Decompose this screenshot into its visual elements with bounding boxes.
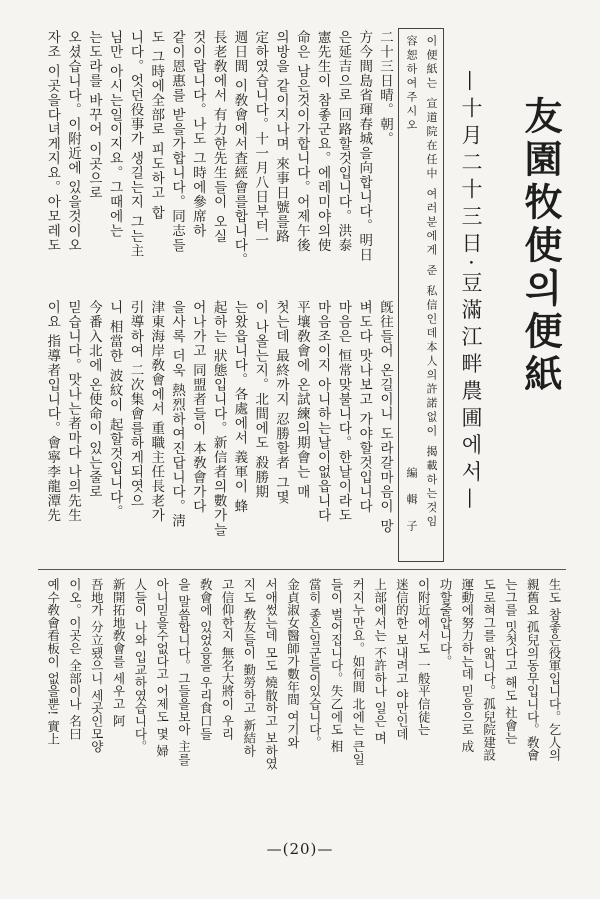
text-column: 이요 指導者입니다。會寧李龍潭先 <box>44 300 61 523</box>
text-column: 長老敎에서 有力한先生들이 오실 <box>210 30 227 244</box>
text-column: 예수敎會看板이 없을뿐! 實上 <box>45 578 61 746</box>
editor-note-box <box>398 28 444 562</box>
text-column: 자조 이곳을다녀게지요。아모레도 <box>44 30 61 253</box>
article-subtitle: —十月二十三日·豆滿江畔農圃에서— <box>459 70 483 515</box>
text-column: 지도 敎友들이 勤勞하고 新結하 <box>241 578 257 758</box>
text-column: 引導하여 二次集會를하게되엿으 <box>127 300 144 509</box>
text-column: 上部에서는 不許하나 일은 며 <box>372 578 388 745</box>
text-column: 커지누만요。如何間 北에는 큰일 <box>350 578 366 766</box>
text-column: 平壤敎會에 온試練의期會는 매 <box>293 300 310 500</box>
text-column: 功할줄압니다。 <box>438 578 454 668</box>
text-column: 二十三日晴。朝。 <box>377 30 393 146</box>
text-column: 고信仰한지 無名大將이 우리 <box>220 578 236 741</box>
text-column: 을 말씀합니다。그들을보아 主를 <box>176 578 192 766</box>
text-column: 定하였습니다。十一月八日부터一 <box>252 30 269 248</box>
text-column: 아니믿을수없다고 어제도 몇 婦 <box>154 578 170 758</box>
text-column: 벼도다 맛나보고 가야할것입니다 <box>356 300 373 514</box>
text-column: 들이 벌어집니다。失乙에도 相 <box>329 578 345 753</box>
text-column: 첫는데 最終까지 忍勝할者 그몇 <box>273 300 290 505</box>
text-column: 吾地가 分立됐으니 세곳인모양 <box>89 578 105 753</box>
text-column: 週日間 이敎會에서査經會를합니다。 <box>231 30 248 268</box>
text-column: 는도라를 바꾸어 이곳으로 <box>85 30 102 201</box>
text-column: 는그를 밋첫다고 해도 社會는 <box>503 578 519 745</box>
text-column: 旣往들어 온길이니 도라갈마음이 망 <box>377 300 393 534</box>
text-column: 運動에努力하는데 믿음으로 成 <box>459 578 475 753</box>
text-column: 의방을 같이지나며 來事日號를路 <box>273 30 290 244</box>
text-column: 도로혀그를 앎니다。孤兒院建設 <box>481 578 497 762</box>
text-column: 迷信的한 보내려고 야만인데 <box>394 578 410 741</box>
text-column: 新開拓地敎會를 세우고 阿 <box>111 578 127 728</box>
text-column: 憲先生이 참좋군요。에레미야의使 <box>314 30 331 253</box>
text-column: 것이랍니다。나도 그時에參席하 <box>189 30 206 239</box>
text-column: 金貞淑女醫師가數年間 여기와 <box>285 578 301 749</box>
text-column: 方今間島省琿春城을向합니다。明日 <box>356 30 373 262</box>
text-column: 믿습니다。맛나는者마다 나의先生 <box>65 300 82 523</box>
text-column: 을사록 더욱 熱烈하여진답니다。淸 <box>169 300 186 529</box>
text-column: 님만 아시는일이지요。그때에는 <box>106 30 123 239</box>
text-column: 親舊요 孤兒의동무입니다。敎會 <box>525 578 541 762</box>
editor-note-line: 이便紙는 宣道院在任中 여러분에게 준 私信인데本人의許諾없이 揭載하는것임 <box>425 35 438 530</box>
text-column: 는왔읍니다。各處에서 義軍이 蜂 <box>231 300 248 514</box>
text-column: 命은 남은것이가합니다。어제午後 <box>293 30 310 253</box>
section-divider <box>38 569 566 570</box>
text-column: 니 相當한 波紋이 起할것입니다。 <box>106 300 123 519</box>
text-column: 어나가고 同盟者들이 本敎會가다 <box>189 300 206 514</box>
article-title: 友園牧使의便紙 <box>518 96 563 397</box>
text-column: 이附近에서도 一般平信徒는 <box>416 578 432 736</box>
editor-note-line: 容恕하여주시오 <box>405 35 418 133</box>
text-column: 津東海岸敎會에서 重職主任長老가 <box>148 300 165 523</box>
text-column: 今番入北에 온使命이 있는줄로 <box>85 300 102 500</box>
text-column: 마음은 恒常맞불니다。한날이라도 <box>335 300 352 523</box>
text-column: 이오。이곳은 全部이나 名曰 <box>67 578 83 741</box>
text-column: 니다。엇던役事가 생길는지 그는主 <box>127 30 144 259</box>
text-column: 當히 좋은일군들이있습니다。 <box>307 578 323 749</box>
text-column: 이 나올는지。北間에도 殺勝期 <box>252 300 269 500</box>
text-column: 같이恩惠를 받을가합니다。同志들 <box>169 30 186 253</box>
page-number: —(20)— <box>266 840 334 858</box>
body-bottom-tier <box>40 578 565 793</box>
body-upper-tier <box>40 30 395 292</box>
text-column: 은延吉으로 回路할것입니다。洪泰 <box>335 30 352 253</box>
editor-signature: 編 輯 子 <box>405 467 418 537</box>
text-column: 서애썼는데 모도 燒散하고 보하였 <box>263 578 279 771</box>
text-column: 오셨습니다。이附近에 있을것이오 <box>65 30 82 253</box>
text-column: 人들이 나와 입교하였습니다。 <box>132 578 148 753</box>
body-lower-tier <box>40 300 395 562</box>
text-column: 敎會에 있었음을 우리食口들 <box>198 578 214 741</box>
text-column: 起하는 狀態입니다。新信者의數가늘 <box>210 300 227 538</box>
text-column: 도 그時에全部로 피도하고 합 <box>148 30 165 220</box>
text-column: 마음조이지 아니하는날이없읍니다 <box>314 300 331 523</box>
text-column: 生도 참좋은役軍입니다。乞人의 <box>547 578 562 762</box>
